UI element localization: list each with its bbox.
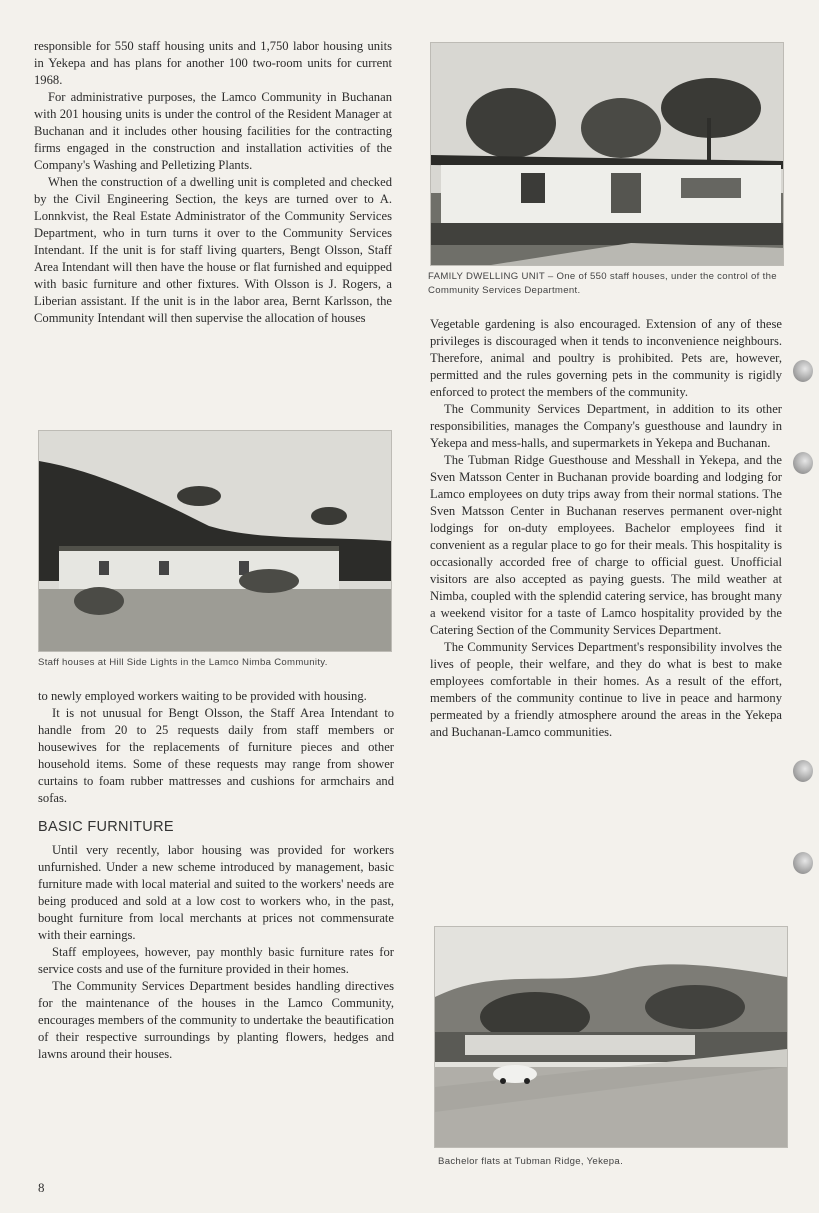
paragraph: The Tubman Ridge Guesthouse and Messhall in Yekepa, and the Sven Matsson Center in Buchanan provide boarding and lodging for Lamco employees on duty trips away from their normal stations. The Sven Matsson Center in Buchanan reserves permanent over-night lodgings for on-duty employees. Bachelor employees find it convenient as a regular place to go for their meals. This hospitality is occasionally accorded free of charge to official guest. Unofficial visitors are also accepted as paying guests. The mild weather at Nimba, coupled with the splendid catering service, has brought many a weekend visitor for a taste of Lamco hospitality provided by the Catering Section of the Community Services Department. — [430, 453, 782, 637]
page-number: 8 — [38, 1180, 45, 1195]
left-column-top — [34, 38, 392, 327]
section-heading: BASIC FURNITURE — [38, 819, 174, 835]
paragraph: The Community Services Department, in addition to its other responsibilities, manages the Company's guesthouse and laundry in Yekepa and mess-halls, and supermarkets in Yekepa and Buchanan. — [430, 402, 782, 450]
paragraph: It is not unusual for Bengt Olsson, the Staff Area Intendant to handle from 20 to 25 requests daily from staff members or housewives for the replacements of furniture pieces and other household items. Some of these requests may range from shower curtains to foam rubber mattresses and cushions for armchairs and sofas. — [38, 706, 394, 805]
right-column — [430, 316, 782, 741]
bachelor-flats-photo — [434, 926, 788, 1148]
left-column-bottom — [38, 688, 394, 1063]
paragraph: to newly employed workers waiting to be provided with housing. — [38, 689, 367, 703]
binder-hole-icon — [793, 760, 813, 782]
paragraph: The Community Services Department besides handling directives for the maintenance of the houses in the Lamco Community, encourages members of the community to undertake the beautification of their respective surroundings by planting flowers, hedges and lawns around their houses. — [38, 979, 394, 1061]
binder-hole-icon — [793, 852, 813, 874]
hillside-houses-caption: Staff houses at Hill Side Lights in the Lamco Nimba Community. — [38, 657, 328, 668]
paragraph: The Community Services Department's responsibility involves the lives of people, their welfare, and they do what is best to make employees comfortable in their homes. As a result of the effort, members of the community continue to live in peace and harmony permeated by a friendly atmosphere around the areas in the Yekepa and Buchanan-Lamco communities. — [430, 640, 782, 739]
family-dwelling-photo — [430, 42, 784, 266]
paragraph: Vegetable gardening is also encouraged. Extension of any of these privileges is discouraged when it tends to inconvenience neighbours. Therefore, animal and poultry is prohibited. Pets are, however, permitted and the rules governing pets in the community is rigidly enforced to protect the members of the community. — [430, 317, 782, 399]
family-dwelling-caption: FAMILY DWELLING UNIT – One of 550 staff houses, under the control of the Community Services Department. — [428, 271, 777, 296]
paragraph: Staff employees, however, pay monthly basic furniture rates for service costs and use of the furniture provided in their homes. — [38, 945, 394, 976]
bachelor-flats-caption: Bachelor flats at Tubman Ridge, Yekepa. — [438, 1156, 624, 1167]
hillside-houses-photo — [38, 430, 392, 652]
paragraph: For administrative purposes, the Lamco Community in Buchanan with 201 housing units is under the control of the Resident Manager at Buchanan and it includes other housing facilities for the contracting firms engaged in the construction and installation activities of the Company's Washing and Pelletizing Plants. — [34, 90, 392, 172]
paragraph: responsible for 550 staff housing units and 1,750 labor housing units in Yekepa and has plans for another 100 two-room units for current 1968. — [34, 39, 392, 87]
paragraph: Until very recently, labor housing was provided for workers unfurnished. Under a new scheme introduced by management, basic furniture made with local material and suited to the workers' needs are being produced and sold at a low cost to workers who, in the past, bought furniture from local merchants at prices not commensurate with their earnings. — [38, 843, 394, 942]
binder-hole-icon — [793, 452, 813, 474]
binder-hole-icon — [793, 360, 813, 382]
paragraph: When the construction of a dwelling unit is completed and checked by the Civil Engineering Section, the keys are turned over to A. Lonnkvist, the Real Estate Administrator of the Community Services Department, who in turn turns it over to the Community Services Intendant. If the unit is for staff living quarters, Bengt Olsson, Staff Area Intendant will then have the house or flat furnished and equipped with basic furniture and other fixtures. With Olsson is J. Rogers, a Liberian assistant. If the unit is in the labor area, Bernt Karlsson, the Community Intendant will then supervise the allocation of houses — [34, 175, 392, 325]
